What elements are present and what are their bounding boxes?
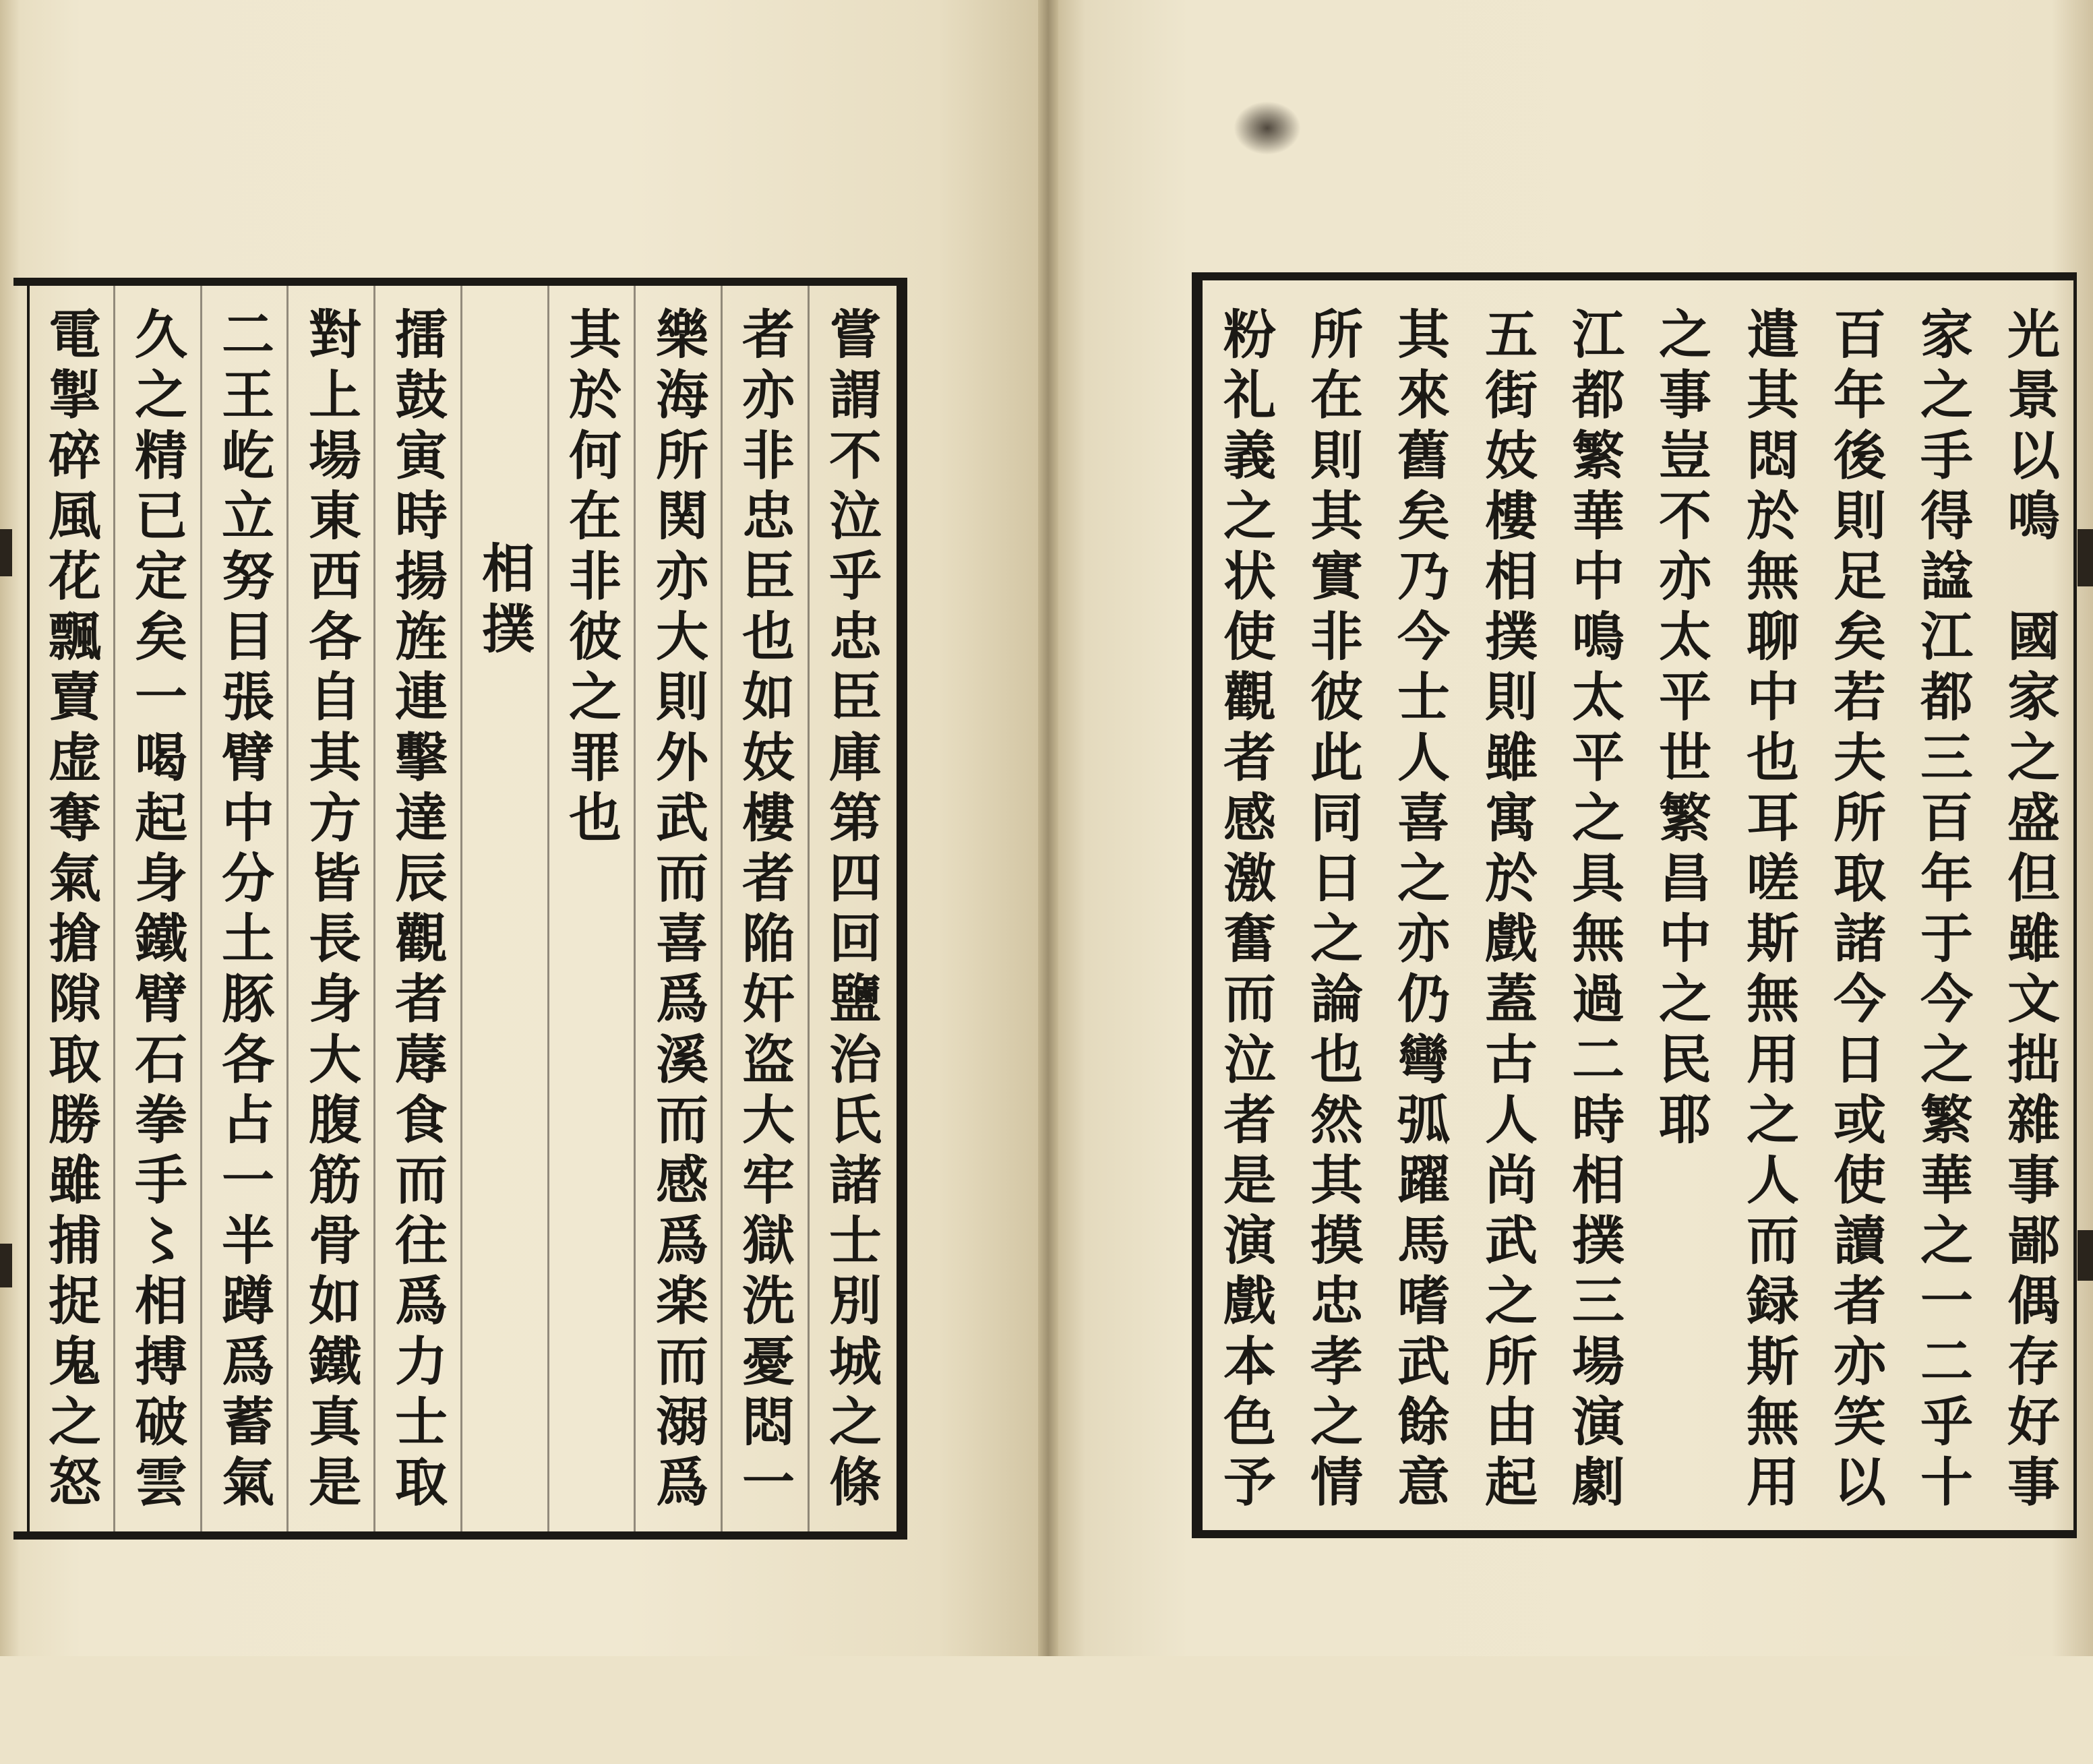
frame-bottom-rule (13, 1531, 907, 1540)
text-column: 百年後則足矣若夫所取諸今日或使讀者亦笑以 (1825, 307, 1886, 1515)
text-column: 擂鼓寅時揚旌連擊達辰觀者蓐食而往爲力士取 (386, 307, 448, 1515)
page-edge-tab (2077, 529, 2093, 586)
text-column: 遣其悶於無聊中也耳嗟斯無用之人而録斯無用 (1738, 307, 1799, 1515)
column-rule (460, 286, 462, 1531)
text-column: 者亦非忠臣也如妓樓者陥奸盗大牢獄洗憂悶一 (733, 307, 795, 1515)
text-column: 嘗謂不泣乎忠臣庫第四回鹽治氏諸士別城之條 (820, 307, 882, 1515)
page-edge-tab (2077, 1230, 2093, 1281)
ink-stain (1234, 101, 1301, 155)
frame-bottom-rule (1192, 1530, 2077, 1538)
section-heading: 相撲 (473, 541, 535, 662)
text-column: 二王屹立努目張臂中分土豚各占一半蹲爲蓄氣 (213, 307, 274, 1515)
frame-top-rule (13, 278, 907, 286)
text-column: 樂海所関亦大則外武而喜爲溪而感爲楽而溺爲 (647, 307, 708, 1515)
binding-gutter (1038, 0, 1058, 1656)
text-column: 光景以鳴 國家之盛但雖文拙雜事鄙偶存好事 (1999, 307, 2060, 1515)
frame-right-rule (897, 278, 907, 1540)
text-column: 江都繁華中鳴太平之具無過二時相撲三場演劇 (1563, 307, 1625, 1515)
frame-left-rule (27, 278, 30, 1540)
text-column: 家之手得諡江都三百年于今之繁華之一二乎十 (1912, 307, 1973, 1515)
column-rule (634, 286, 636, 1531)
frame-right-rule (2073, 272, 2077, 1538)
text-column: 其於何在非彼之罪也 (560, 307, 621, 851)
column-rule (286, 286, 289, 1531)
page-edge-tab (0, 529, 12, 576)
text-column: 對上場東西各自其方皆長身大腹筋骨如鐵真是 (300, 307, 361, 1515)
text-column: 其來舊矣乃今士人喜之亦仍彎弧躍馬嗜武餘意 (1389, 307, 1450, 1515)
column-rule (721, 286, 723, 1531)
text-column: 粉礼義之状使觀者感激奮而泣者是演戲本色予 (1215, 307, 1276, 1515)
column-rule (373, 286, 375, 1531)
column-rule (547, 286, 549, 1531)
frame-left-rule (1192, 272, 1203, 1538)
text-column: 久之精已定矣一喝起身鐵臂石拳手〻相搏破雲 (126, 307, 187, 1515)
text-column: 五街妓樓相撲則雖寓於戲蓋古人尚武之所由起 (1476, 307, 1538, 1515)
column-rule (113, 286, 115, 1531)
column-rule (808, 286, 810, 1531)
page-edge-tab (0, 1244, 12, 1287)
text-column: 之事豈不亦太平世繁昌中之民耶 (1650, 307, 1711, 1153)
column-rule (200, 286, 202, 1531)
text-column: 電掣碎風花飄賣虚奪氣搶隙取勝雖捕捉鬼之怒 (40, 307, 101, 1515)
frame-top-rule (1192, 272, 2077, 280)
text-column: 所在則其實非彼此同日之論也然其摸忠孝之情 (1302, 307, 1363, 1515)
